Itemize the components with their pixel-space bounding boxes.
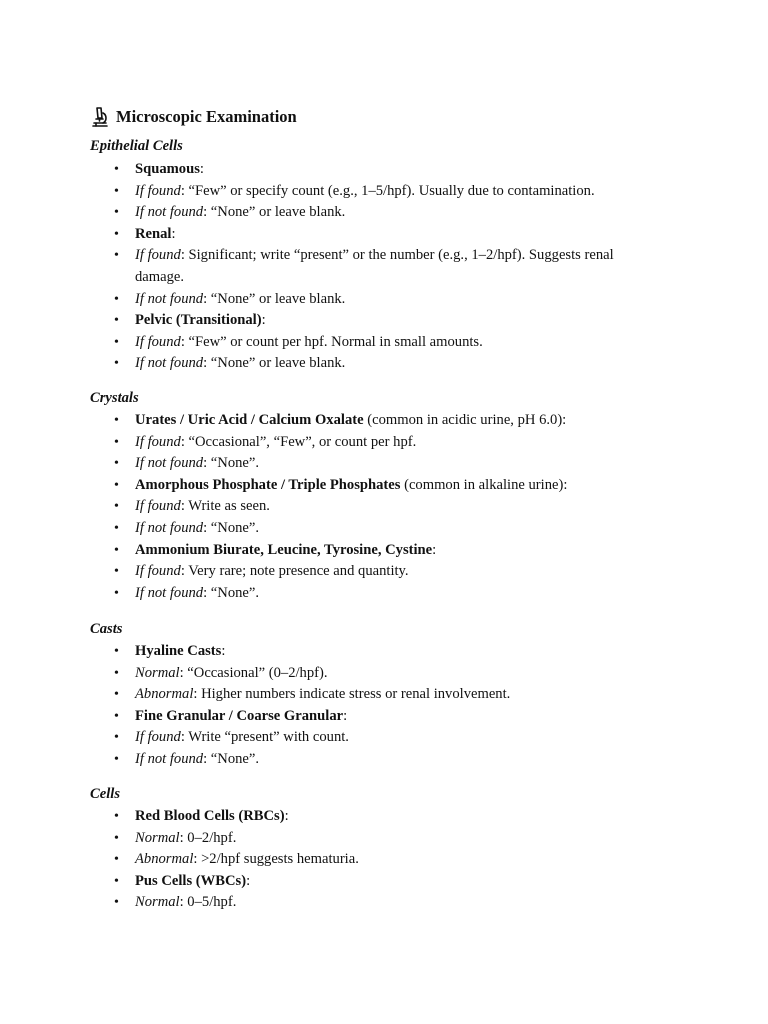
item-condition: Abnormal [135, 851, 194, 868]
item-text: : Write “present” with count. [180, 729, 349, 746]
list-item [135, 706, 655, 728]
item-text: : “None”. [203, 750, 260, 767]
page-title-text: Microscopic Examination [116, 107, 297, 126]
item-condition: If not found [135, 455, 204, 472]
page-title [90, 106, 297, 128]
item-term: Red Blood Cells (RBCs) [135, 808, 285, 824]
item-text: : 0–2/hpf. [179, 829, 237, 846]
microscope-icon [90, 106, 110, 128]
list-item [135, 353, 655, 375]
item-condition: If not found [135, 519, 204, 536]
list-item [135, 828, 655, 850]
item-text: (common in alkaline urine): [400, 476, 568, 493]
item-text: (common in acidic urine, pH 6.0): [363, 412, 567, 428]
item-text: : Higher numbers indicate stress or renal involvement. [193, 686, 511, 703]
item-term: Renal [135, 225, 172, 242]
item-condition: If not found [135, 204, 204, 221]
list-item [135, 540, 655, 562]
item-text: : [171, 225, 176, 242]
item-text: : [221, 643, 226, 659]
list-item [135, 749, 655, 771]
item-text: : Write as seen. [180, 498, 270, 515]
item-condition: If found [135, 333, 181, 350]
item-text: : “None”. [203, 584, 260, 601]
item-condition: Normal [135, 829, 180, 846]
list-item [135, 583, 655, 605]
item-text: : “Few” or specify count (e.g., 1–5/hpf). Usually due to contamination. [180, 182, 595, 199]
item-text: : “None” or leave blank. [203, 204, 346, 221]
item-text: : [199, 161, 204, 177]
list-item [135, 181, 655, 203]
list-item [135, 892, 655, 914]
item-condition: Abnormal [135, 686, 194, 703]
item-term: Amorphous Phosphate / Triple Phosphates [135, 476, 401, 493]
section-heading-epithelial-cells: Epithelial Cells [90, 138, 183, 154]
list-item [135, 641, 655, 663]
item-text: : “Few” or count per hpf. Normal in small amounts. [180, 333, 483, 350]
section-heading-cells: Cells [90, 786, 120, 802]
item-text: : [284, 808, 289, 824]
item-text: : Significant; write “present” or the number (e.g., 1–2/hpf). Suggests renal damage. [135, 247, 614, 285]
item-text: : [246, 872, 251, 889]
list-item [135, 453, 655, 475]
list-item [135, 310, 655, 332]
item-term: Pelvic (Transitional) [135, 312, 262, 329]
item-condition: If not found [135, 584, 204, 601]
list-item [135, 289, 655, 311]
list-item [135, 871, 655, 893]
item-text: : Very rare; note presence and quantity. [180, 563, 409, 580]
item-term: Pus Cells (WBCs) [135, 872, 247, 889]
item-condition: If found [135, 498, 181, 515]
item-text: : “None” or leave blank. [203, 355, 346, 372]
list-item [135, 202, 655, 224]
item-condition: If found [135, 433, 181, 450]
list-item [135, 224, 655, 246]
list-item [135, 806, 655, 828]
list-item [135, 684, 655, 706]
item-text: : 0–5/hpf. [179, 894, 237, 911]
list-item [135, 475, 655, 497]
casts-list [135, 641, 655, 771]
item-term: Squamous [135, 161, 200, 177]
list-item [135, 432, 655, 454]
item-condition: Normal [135, 664, 180, 681]
crystals-list [135, 410, 655, 604]
item-condition: If not found [135, 750, 204, 767]
item-text: : [343, 707, 348, 724]
item-condition: If found [135, 182, 181, 199]
item-term: Urates / Uric Acid / Calcium Oxalate [135, 412, 364, 428]
list-item [135, 561, 655, 583]
item-text: : [261, 312, 266, 329]
item-text: : [432, 541, 437, 558]
item-text: : “Occasional” (0–2/hpf). [179, 664, 328, 681]
item-condition: Normal [135, 894, 180, 911]
item-text: : >2/hpf suggests hematuria. [193, 851, 359, 868]
list-item [135, 663, 655, 685]
list-item [135, 159, 655, 181]
list-item [135, 727, 655, 749]
list-item [135, 410, 655, 432]
item-condition: If found [135, 563, 181, 580]
section-heading-crystals: Crystals [90, 390, 139, 406]
list-item [135, 496, 655, 518]
list-item [135, 245, 655, 288]
cells-list [135, 806, 655, 914]
list-item [135, 332, 655, 354]
item-term: Ammonium Biurate, Leucine, Tyrosine, Cystine [135, 541, 433, 558]
item-text: : “None”. [203, 519, 260, 536]
list-item [135, 849, 655, 871]
item-condition: If found [135, 247, 181, 264]
item-term: Hyaline Casts [135, 643, 222, 659]
item-condition: If not found [135, 355, 204, 372]
item-condition: If found [135, 729, 181, 746]
item-text: : “Occasional”, “Few”, or count per hpf. [180, 433, 417, 450]
item-condition: If not found [135, 290, 204, 307]
item-text: : “None”. [203, 455, 260, 472]
list-item [135, 518, 655, 540]
section-heading-casts: Casts [90, 621, 123, 637]
item-term: Fine Granular / Coarse Granular [135, 707, 344, 724]
epithelial-cells-list [135, 159, 655, 375]
item-text: : “None” or leave blank. [203, 290, 346, 307]
